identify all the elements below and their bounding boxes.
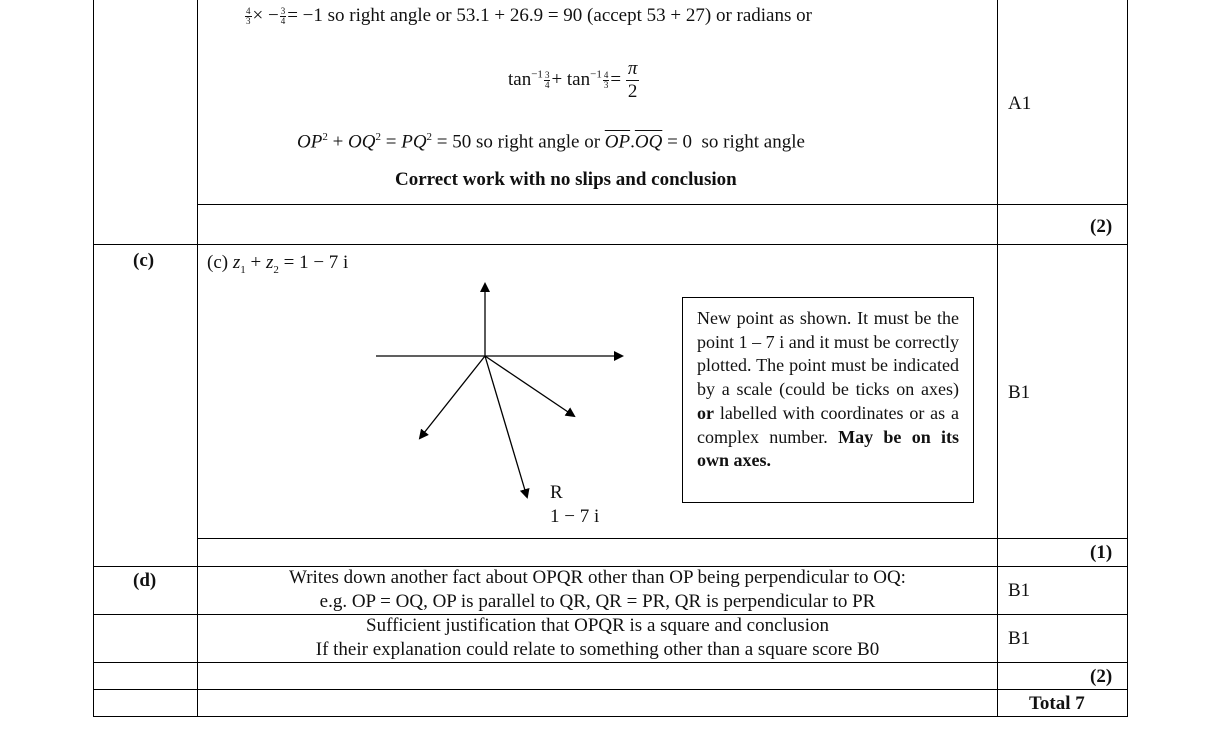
row-d-mark-2: B1 xyxy=(1008,628,1031,649)
fraction: $\frac{3}{4}$ xyxy=(280,6,286,27)
row-c-expr-rhs: = 1 − 7 i xyxy=(283,252,349,273)
row-c-expression: (c) $z_1 + z_2 = 1 - 7$ i xyxy=(207,252,349,276)
denominator-two: 2 xyxy=(627,81,638,102)
row-d-subtotal: (2) xyxy=(1090,666,1113,687)
pi-symbol: π xyxy=(627,58,638,79)
row-d-label: (d) xyxy=(133,570,157,591)
row-c-label: (c) xyxy=(133,250,155,271)
row-c-expr-prefix: (c) xyxy=(207,252,229,273)
plus-tan-text: + tan xyxy=(551,68,591,90)
marking-note-box xyxy=(682,297,974,503)
point-r-label: R xyxy=(550,482,563,503)
row-b-line-2: $\tan^{-1}$ $\frac{3}{4}$ + $\tan^{-1}$ $\frac{4}{3}$ = $\frac{\pi}{2}$ xyxy=(508,58,638,102)
note-text-1: New point as shown. It must be the point 1 – 7 i and it must be correctly plotted. The point must be indicated by a scale (could be ticks on axes) xyxy=(697,308,959,400)
note-text-2: labelled with coordinates or as a complex number. xyxy=(697,402,960,447)
times-minus: × − xyxy=(252,5,279,26)
tan-text: tan xyxy=(508,68,532,90)
row-b-conclusion: Correct work with no slips and conclusion xyxy=(395,169,737,190)
row-b-subtotal: (2) xyxy=(1090,216,1113,237)
fraction: $\frac{4}{3}$ xyxy=(246,6,251,27)
note-bold-end: May be on its own axes. xyxy=(697,426,960,471)
point-r-value: 1 − 7 i xyxy=(550,506,600,527)
question-total: Total 7 xyxy=(1029,693,1085,714)
row-b-mark: A1 xyxy=(1008,93,1032,114)
row-d-line-3: Sufficient justification that OPQR is a square and conclusion xyxy=(366,615,829,636)
row-d-line-4: If their explanation could relate to something other than a square score B0 xyxy=(315,639,880,660)
row-d-line-2: e.g. OP = OQ, OP is parallel to QR, QR = PR, QR is perpendicular to PR xyxy=(319,591,876,612)
row-b-line-3-text: so right angle or xyxy=(476,131,601,153)
note-or: or xyxy=(697,402,714,423)
row-b-line-1-text: so right angle or 53.1 + 26.9 = 90 (accept 53 + 27) or radians or xyxy=(327,5,812,26)
fraction: $\frac{4}{3}$ xyxy=(603,70,609,90)
equals-minus-one: = −1 xyxy=(287,5,323,26)
row-b-line-3: $OP^2 + OQ^2 = PQ^2 = 50$ so right angle or $\overline{OP}.\overline{OQ} = 0$ so right angle xyxy=(297,131,805,153)
row-b-line-3-end: so right angle xyxy=(701,131,805,153)
vector-z2 xyxy=(485,356,574,416)
vector-r xyxy=(485,356,527,497)
row-d-line-1: Writes down another fact about OPQR other than OP being perpendicular to OQ: xyxy=(289,567,906,588)
row-c-subtotal: (1) xyxy=(1090,542,1113,563)
fraction: $\frac{3}{4}$ xyxy=(544,70,550,90)
row-d-mark-1: B1 xyxy=(1008,580,1031,601)
vector-z1 xyxy=(420,356,485,438)
row-c-mark: B1 xyxy=(1008,382,1031,403)
